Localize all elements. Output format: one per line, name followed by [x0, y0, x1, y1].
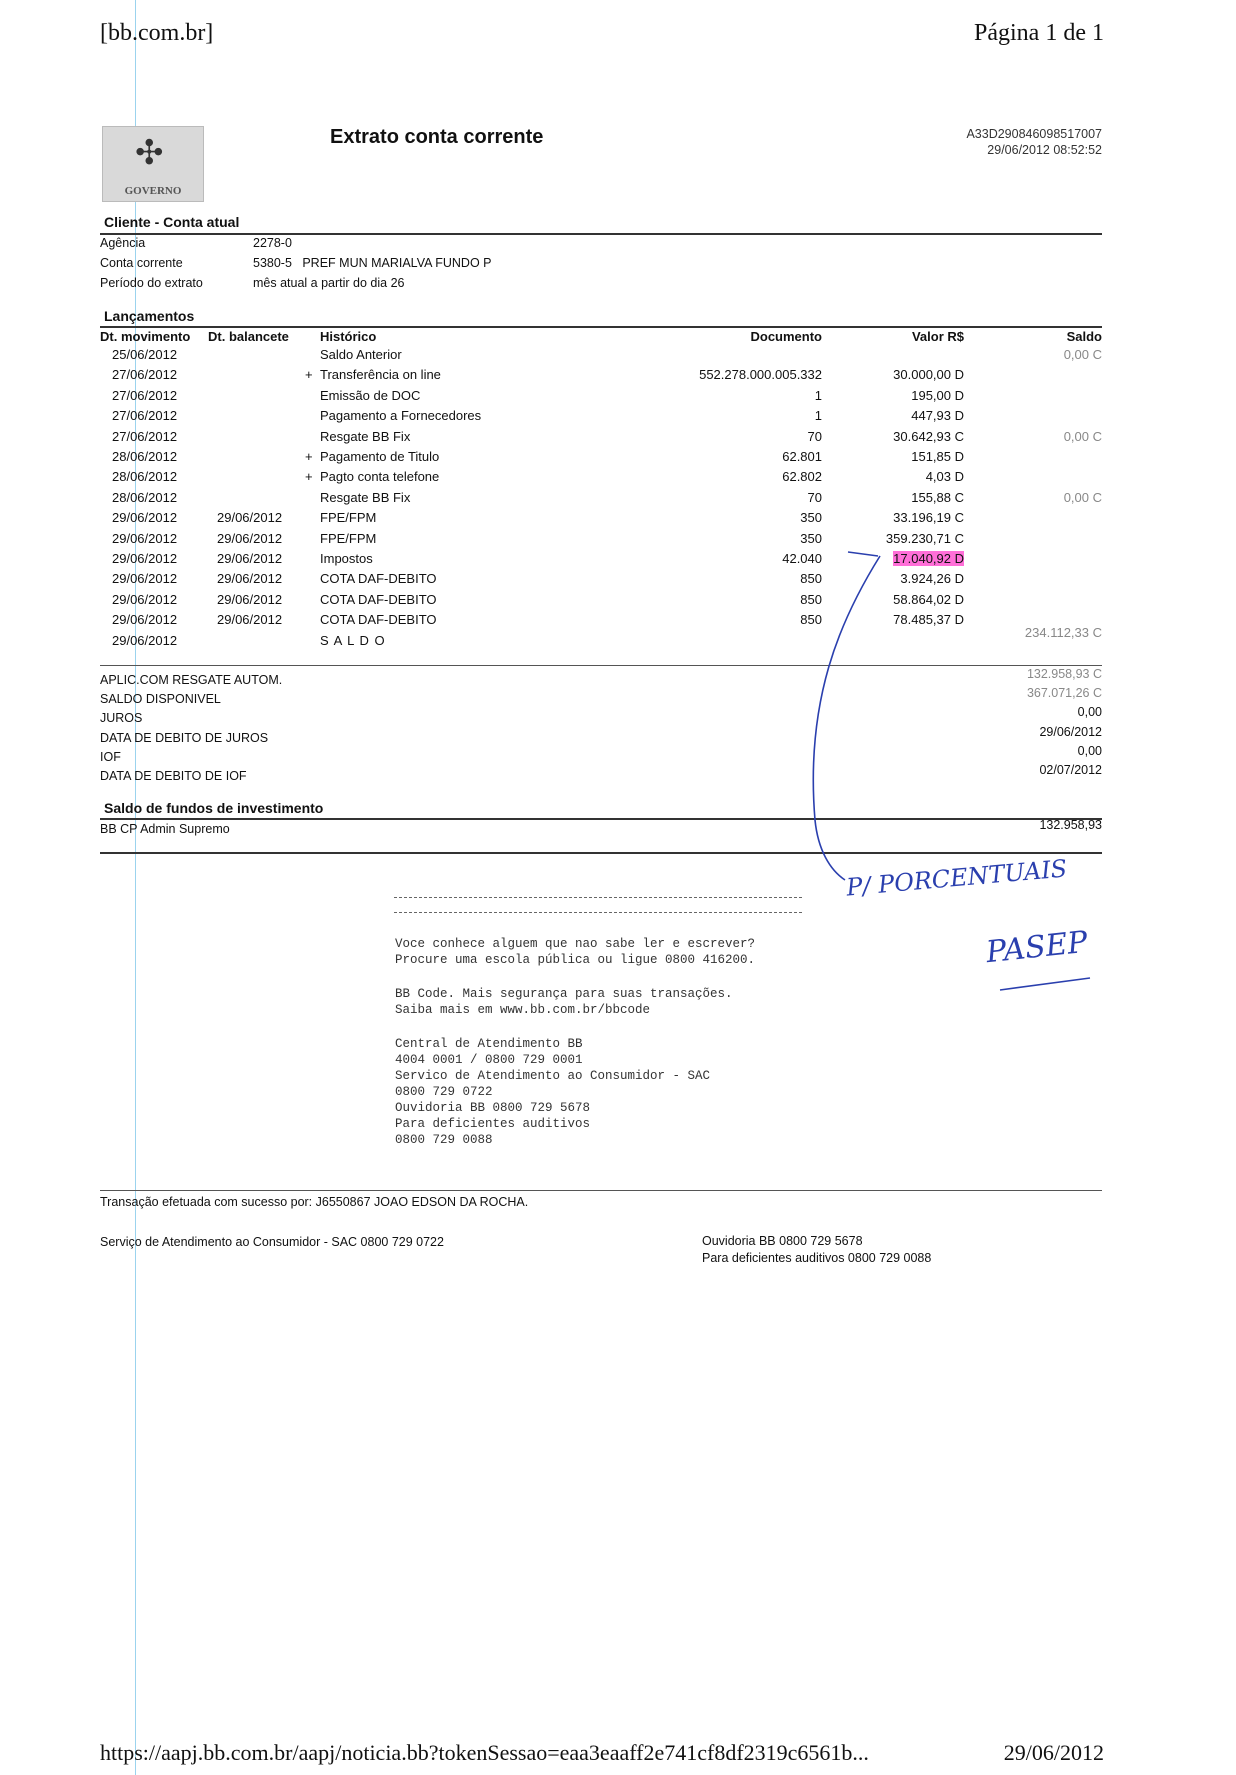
cell-valor: 447,93 D: [911, 408, 964, 424]
fundo-label: BB CP Admin Supremo: [100, 822, 230, 836]
fundos-section-title: Saldo de fundos de investimento: [104, 800, 324, 816]
cell-historico: Pagamento de Titulo: [320, 449, 440, 464]
cell-historico: Resgate BB Fix: [320, 428, 411, 444]
resumo-value: 0,00: [1077, 743, 1102, 758]
cell-historico: Saldo Anterior: [320, 347, 402, 362]
cell-documento: 62.801: [782, 449, 822, 464]
cell-valor: 155,88 C: [911, 489, 964, 505]
col-header-dt-movimento: Dt. movimento: [100, 329, 191, 344]
cell-documento: 42.040: [782, 551, 822, 566]
cell-saldo: 0,00 C: [1063, 347, 1102, 362]
document-datetime: 29/06/2012 08:52:52: [987, 143, 1102, 157]
field-label-agencia: Agência: [100, 236, 146, 250]
cell-documento: 70: [807, 428, 822, 444]
resumo-value: 0,00: [1077, 705, 1102, 720]
cell-dt-balancete: 29/06/2012: [217, 591, 283, 607]
cell-valor: 195,00 D: [911, 387, 964, 403]
cell-marker: +: [305, 449, 313, 464]
cell-valor: 4,03 D: [925, 469, 964, 485]
cell-dt-movimento: 27/06/2012: [112, 387, 178, 403]
resumo-label: DATA DE DEBITO DE IOF: [100, 769, 247, 783]
cell-valor: 33.196,19 C: [893, 510, 964, 526]
cell-documento: 70: [807, 489, 822, 505]
cell-valor: 3.924,26 D: [900, 571, 964, 587]
logo-text: GOVERNO: [124, 185, 182, 197]
resumo-value: 29/06/2012: [1039, 724, 1102, 739]
print-header-page: Página 1 de 1: [974, 20, 1104, 46]
transacao-text: Transação efetuada com sucesso por: J6550867 JOAO EDSON DA ROCHA.: [100, 1195, 529, 1209]
cell-dt-balancete: 29/06/2012: [217, 612, 283, 628]
resumo-label: JUROS: [100, 711, 143, 726]
resumo-label: IOF: [100, 749, 121, 764]
handwritten-tick: [848, 552, 878, 556]
cell-historico: Impostos: [320, 551, 373, 566]
cell-historico: S A L D O: [320, 632, 386, 648]
print-footer-date: 29/06/2012: [1003, 1740, 1104, 1765]
cell-historico: COTA DAF-DEBITO: [320, 612, 437, 628]
cell-marker: +: [305, 469, 313, 485]
cell-documento: 350: [800, 530, 822, 546]
document-title: Extrato conta corrente: [330, 126, 544, 148]
cell-dt-movimento: 25/06/2012: [112, 347, 178, 362]
cell-valor: 78.485,37 D: [893, 612, 964, 628]
cell-documento: 850: [800, 612, 822, 628]
cell-historico: COTA DAF-DEBITO: [320, 591, 437, 607]
handwritten-arrow-line: [813, 556, 880, 880]
field-label-periodo: Período do extrato: [100, 276, 203, 290]
document-code: A33D290846098517007: [966, 127, 1102, 141]
cell-dt-balancete: 29/06/2012: [217, 571, 283, 587]
handwritten-note-pasep: PASEP: [984, 924, 1090, 971]
resumo-value: 367.071,26 C: [1026, 686, 1102, 701]
cell-saldo: 0,00 C: [1063, 489, 1102, 505]
cell-valor: 58.864,02 D: [893, 591, 964, 607]
cell-dt-movimento: 29/06/2012: [112, 612, 178, 628]
field-value-agencia: 2278-0: [253, 236, 292, 250]
cell-valor: 151,85 D: [911, 449, 964, 464]
cell-historico: Resgate BB Fix: [320, 489, 411, 505]
cell-documento: 552.278.000.005.332: [699, 367, 822, 383]
cell-valor: 30.000,00 D: [893, 367, 964, 383]
handwritten-note-porcentuais: P/ PORCENTUAIS: [845, 854, 1069, 902]
print-footer-url: https://aapj.bb.com.br/aapj/noticia.bb?tokenSessao=eaa3eaaff2e741cf8df2319c6561b...: [100, 1740, 869, 1765]
cell-documento: 1: [814, 387, 822, 403]
cell-dt-movimento: 28/06/2012: [112, 489, 178, 505]
fundo-value: 132.958,93: [1039, 818, 1102, 832]
cell-dt-movimento: 28/06/2012: [112, 449, 178, 464]
cell-valor: 30.642,93 C: [893, 428, 964, 444]
cell-documento: 850: [800, 591, 822, 607]
cell-documento: 350: [800, 510, 822, 526]
cell-historico: Transferência on line: [320, 367, 441, 383]
col-header-saldo: Saldo: [1066, 329, 1102, 344]
sac-text: Serviço de Atendimento ao Consumidor - SAC 0800 729 0722: [100, 1235, 444, 1249]
col-header-valor: Valor R$: [911, 329, 964, 344]
resumo-value: 02/07/2012: [1039, 763, 1102, 777]
cell-dt-movimento: 27/06/2012: [112, 367, 178, 383]
cell-dt-movimento: 29/06/2012: [112, 571, 178, 587]
field-value-conta: 5380-5 PREF MUN MARIALVA FUNDO P: [253, 256, 492, 270]
lancamentos-section-title: Lançamentos: [104, 308, 195, 324]
cell-dt-movimento: 29/06/2012: [112, 591, 178, 607]
cell-saldo: 0,00 C: [1063, 428, 1102, 444]
cell-dt-movimento: 29/06/2012: [112, 510, 178, 526]
cell-documento: 62.802: [782, 469, 822, 485]
cell-dt-balancete: 29/06/2012: [217, 530, 283, 546]
cell-valor: 359.230,71 C: [885, 530, 964, 546]
cell-dt-movimento: 29/06/2012: [112, 530, 178, 546]
cell-saldo: 234.112,33 C: [1024, 624, 1102, 640]
cell-dt-balancete: 29/06/2012: [217, 551, 283, 566]
cell-historico: FPE/FPM: [320, 530, 377, 546]
cell-dt-movimento: 27/06/2012: [112, 408, 178, 424]
handwritten-underline: [1000, 978, 1090, 990]
bb-logo-icon: ✣: [135, 134, 164, 172]
cell-valor: 17.040,92 D: [893, 551, 964, 566]
field-value-periodo: mês atual a partir do dia 26: [253, 276, 405, 290]
message-escola: Voce conhece alguem que nao sabe ler e escrever? Procure uma escola pública ou ligue 0800 416200.: [395, 937, 756, 967]
cell-historico: Pagto conta telefone: [320, 469, 440, 485]
cell-dt-movimento: 29/06/2012: [112, 551, 178, 566]
message-central: Central de Atendimento BB 4004 0001 / 0800 729 0001 Servico de Atendimento ao Consumidor - SAC 0800 729 0722 Ouvidoria BB 0800 729 5678 Para deficientes auditivos 0800 729 0088: [395, 1037, 711, 1147]
resumo-label: DATA DE DEBITO DE JUROS: [100, 730, 269, 745]
cell-dt-movimento: 29/06/2012: [112, 632, 178, 648]
cell-historico: COTA DAF-DEBITO: [320, 571, 437, 587]
cell-documento: 1: [814, 408, 822, 424]
col-header-dt-balancete: Dt. balancete: [208, 329, 289, 344]
cliente-section-title: Cliente - Conta atual: [104, 214, 240, 230]
cell-documento: 850: [800, 571, 822, 587]
print-header-site: [bb.com.br]: [100, 20, 214, 46]
resumo-label: SALDO DISPONIVEL: [100, 692, 221, 707]
cell-historico: Pagamento a Fornecedores: [320, 408, 482, 424]
cell-dt-balancete: 29/06/2012: [217, 510, 283, 526]
cell-historico: Emissão de DOC: [320, 387, 421, 403]
cell-dt-movimento: 28/06/2012: [112, 469, 178, 485]
deficientes-text: Para deficientes auditivos 0800 729 0088: [702, 1251, 932, 1265]
cell-historico: FPE/FPM: [320, 510, 377, 526]
message-bbcode: BB Code. Mais segurança para suas transações. Saiba mais em www.bb.com.br/bbcode: [395, 987, 733, 1017]
field-label-conta: Conta corrente: [100, 256, 183, 270]
cell-dt-movimento: 27/06/2012: [112, 428, 178, 444]
col-header-documento: Documento: [750, 329, 822, 344]
ouvidoria-text: Ouvidoria BB 0800 729 5678: [702, 1234, 863, 1248]
cell-marker: +: [305, 367, 313, 383]
resumo-label: APLIC.COM RESGATE AUTOM.: [100, 673, 283, 687]
col-header-historico: Histórico: [320, 329, 377, 344]
resumo-value: 132.958,93 C: [1026, 667, 1102, 681]
